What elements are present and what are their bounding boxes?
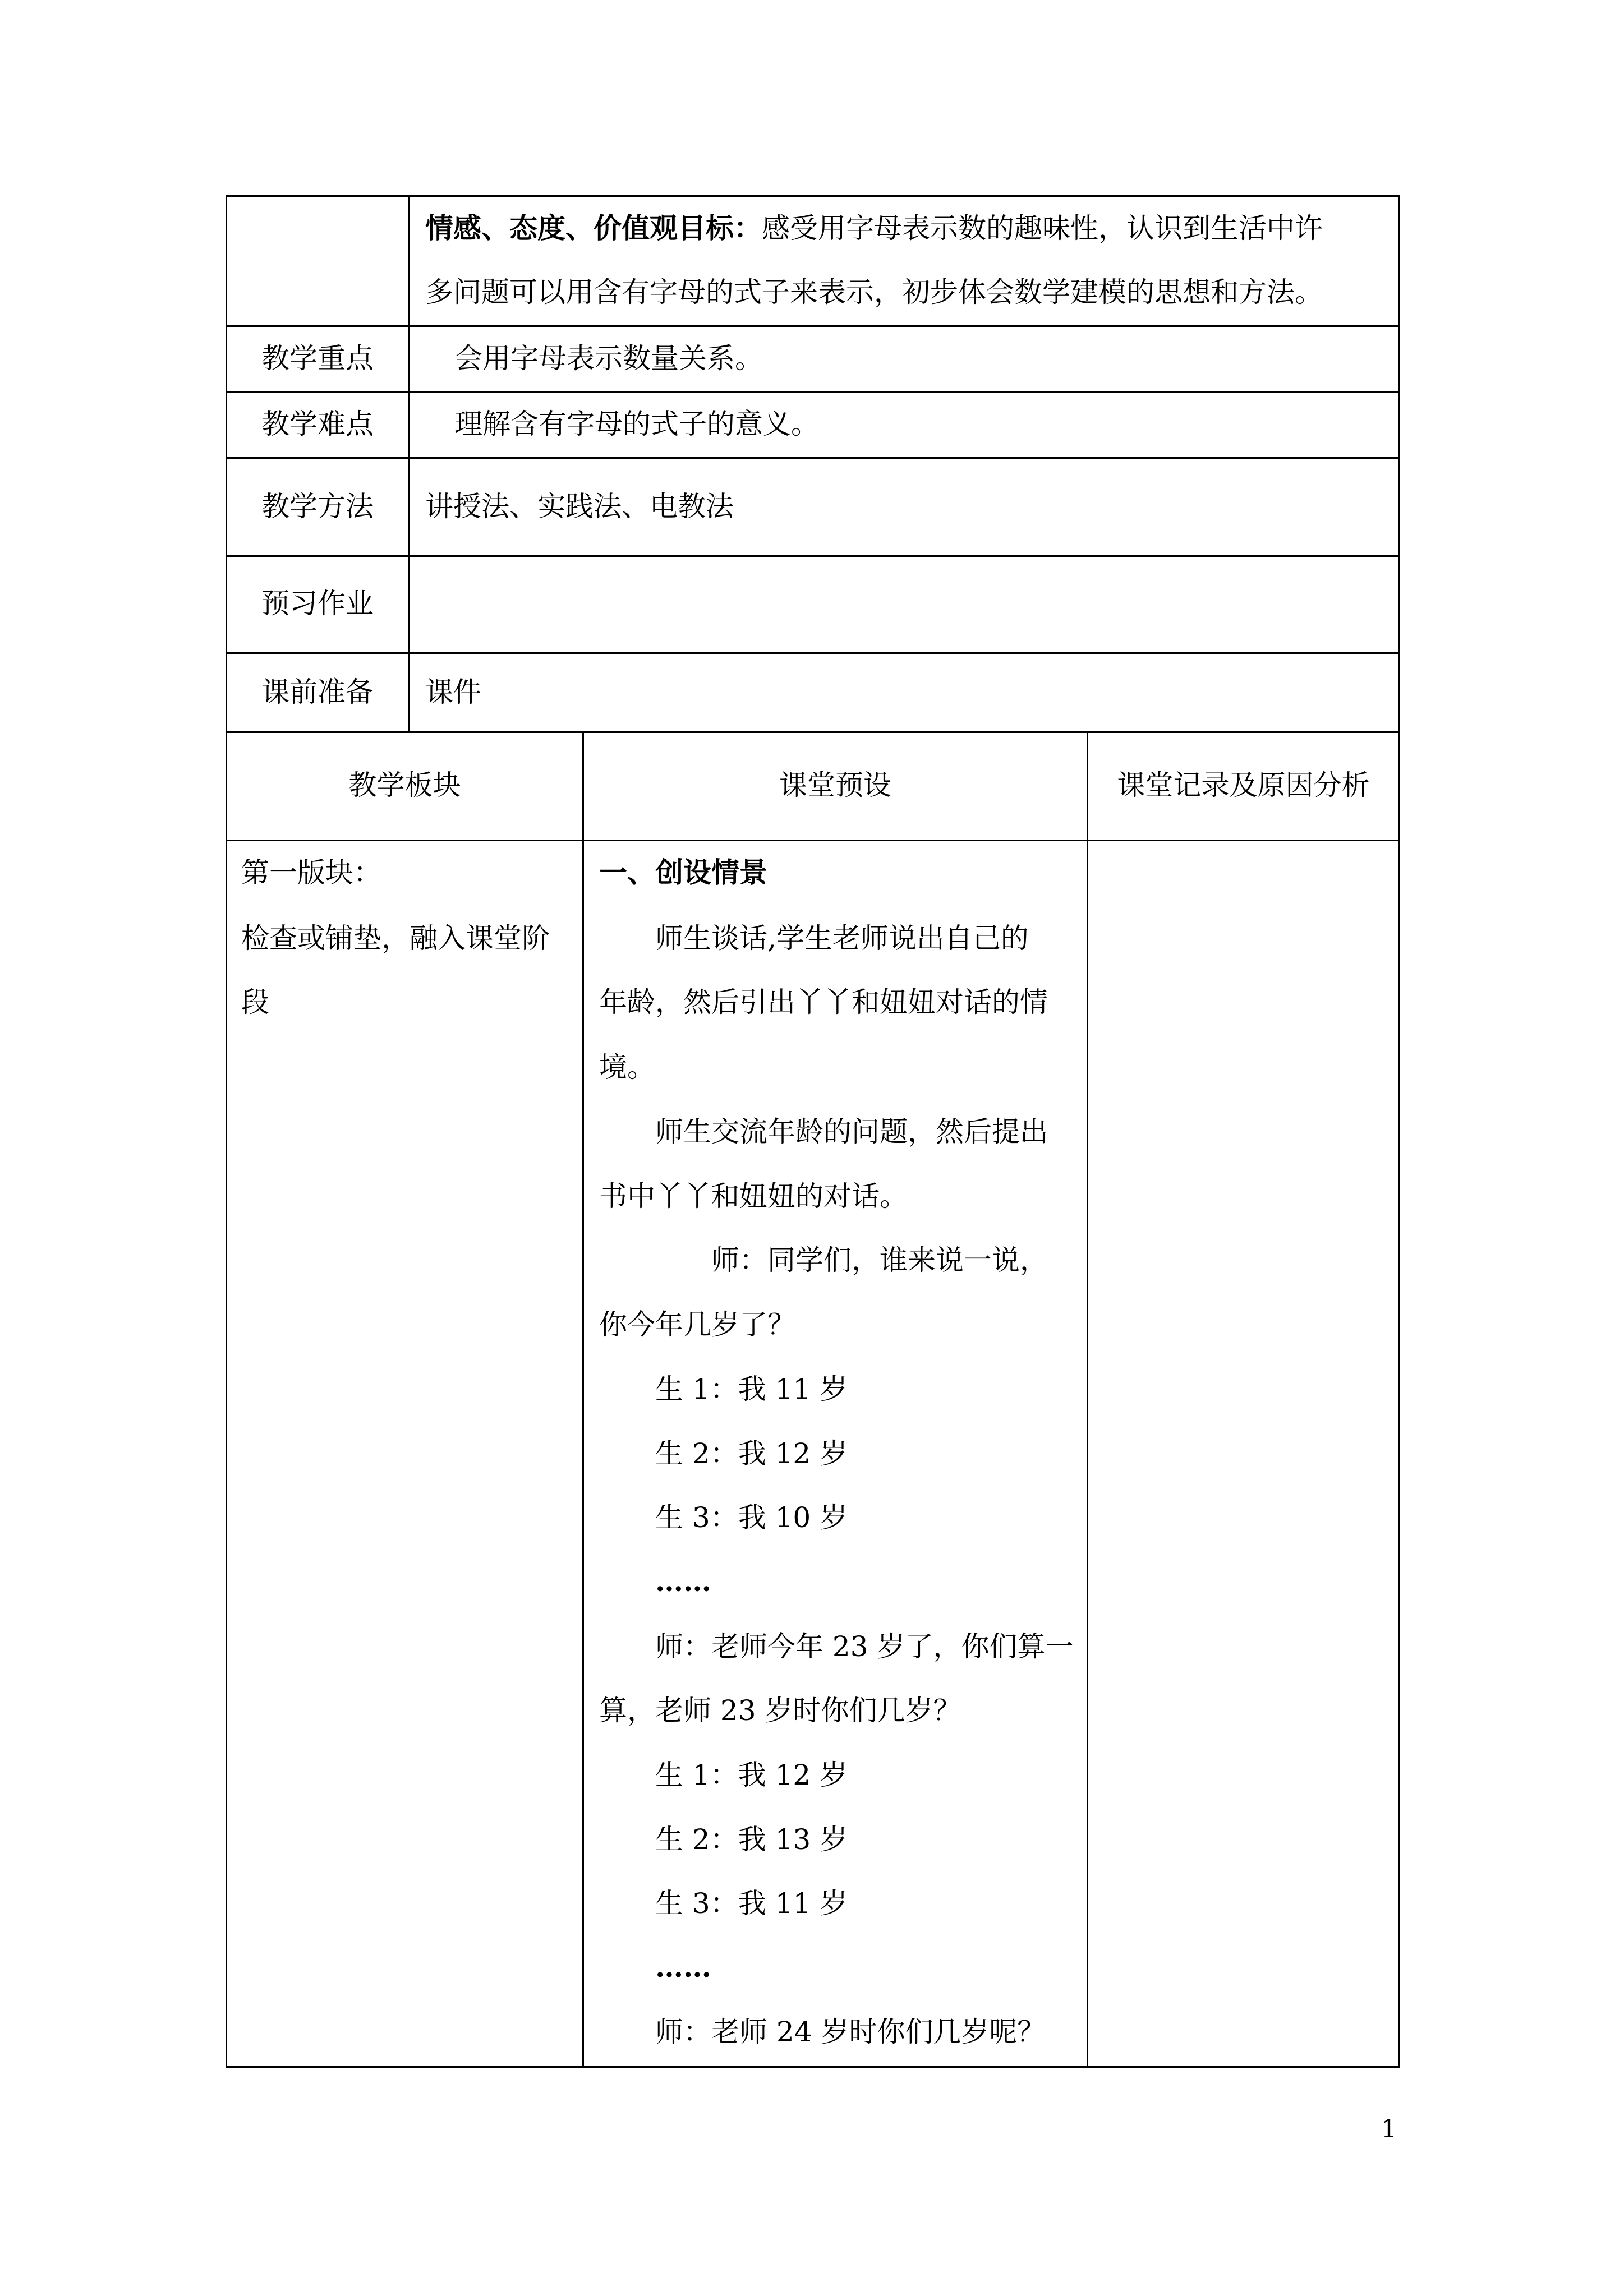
section-heading: 一、创设情景	[599, 856, 767, 889]
preset-line: 师：同学们，谁来说一说，	[711, 1244, 1048, 1276]
table-rule	[226, 391, 1400, 393]
table-rule	[1087, 731, 1088, 2068]
preset-line: 师：老师 24 岁时你们几岁呢？	[655, 2016, 1046, 2048]
goal-label: 情感、态度、价值观目标：	[425, 211, 762, 245]
preset-line: 生 3：我 10 岁	[655, 1501, 848, 1534]
block-line: 第一版块：	[241, 856, 381, 889]
row-label-difficulties: 教学难点	[261, 408, 374, 440]
row-value-preparation: 课件	[425, 676, 481, 708]
preset-ellipsis: ……	[655, 1565, 711, 1598]
table-rule	[226, 2066, 1400, 2068]
preset-line: 生 1：我 11 岁	[655, 1373, 848, 1405]
preset-line: 师生交流年龄的问题，然后提出	[655, 1115, 1048, 1148]
column-header-preset: 课堂预设	[779, 769, 891, 801]
table-rule	[226, 457, 1400, 459]
preset-line: 师：老师今年 23 岁了，你们算一	[655, 1630, 1074, 1663]
row-label-preparation: 课前准备	[261, 676, 374, 708]
row-label-methods: 教学方法	[261, 490, 374, 523]
table-rule	[408, 195, 410, 733]
table-rule	[226, 840, 1400, 841]
goal-text: 感受用字母表示数的趣味性，认识到生活中许	[762, 212, 1323, 245]
preset-line: 生 1：我 12 岁	[655, 1759, 848, 1791]
block-line: 段	[241, 986, 269, 1018]
table-rule	[582, 731, 584, 2068]
row-label-homework: 预习作业	[261, 587, 374, 620]
preset-ellipsis: ……	[655, 1951, 711, 1984]
goal-line-1	[425, 211, 1323, 245]
table-rule	[226, 325, 1400, 327]
preset-line: 算，老师 23 岁时你们几岁？	[599, 1694, 961, 1727]
row-value-methods: 讲授法、实践法、电教法	[425, 490, 734, 523]
column-header-record: 课堂记录及原因分析	[1117, 769, 1370, 801]
table-rule	[226, 652, 1400, 654]
row-value-key-points: 会用字母表示数量关系。	[454, 342, 763, 375]
preset-line: 生 3：我 11 岁	[655, 1887, 848, 1920]
preset-line: 生 2：我 12 岁	[655, 1437, 848, 1470]
preset-line: 境。	[599, 1051, 655, 1084]
preset-line: 生 2：我 13 岁	[655, 1823, 848, 1856]
table-rule	[226, 731, 1400, 733]
preset-line: 师生谈话,学生老师说出自己的	[655, 922, 1029, 955]
preset-line: 书中丫丫和妞妞的对话。	[599, 1180, 908, 1212]
table-rule	[1398, 195, 1400, 2068]
table-rule	[226, 555, 1400, 557]
goal-line-2: 多问题可以用含有字母的式子来表示，初步体会数学建模的思想和方法。	[425, 276, 1323, 308]
preset-line: 你今年几岁了？	[599, 1308, 795, 1341]
table-rule	[226, 195, 1400, 197]
row-value-difficulties: 理解含有字母的式子的意义。	[454, 408, 819, 440]
preset-line: 年龄，然后引出丫丫和妞妞对话的情	[599, 986, 1048, 1018]
column-header-block: 教学板块	[348, 769, 461, 801]
page-number: 1	[1381, 2115, 1397, 2143]
table-rule	[226, 195, 227, 2068]
row-label-key-points: 教学重点	[261, 342, 374, 375]
block-line: 检查或铺垫，融入课堂阶	[241, 922, 550, 955]
